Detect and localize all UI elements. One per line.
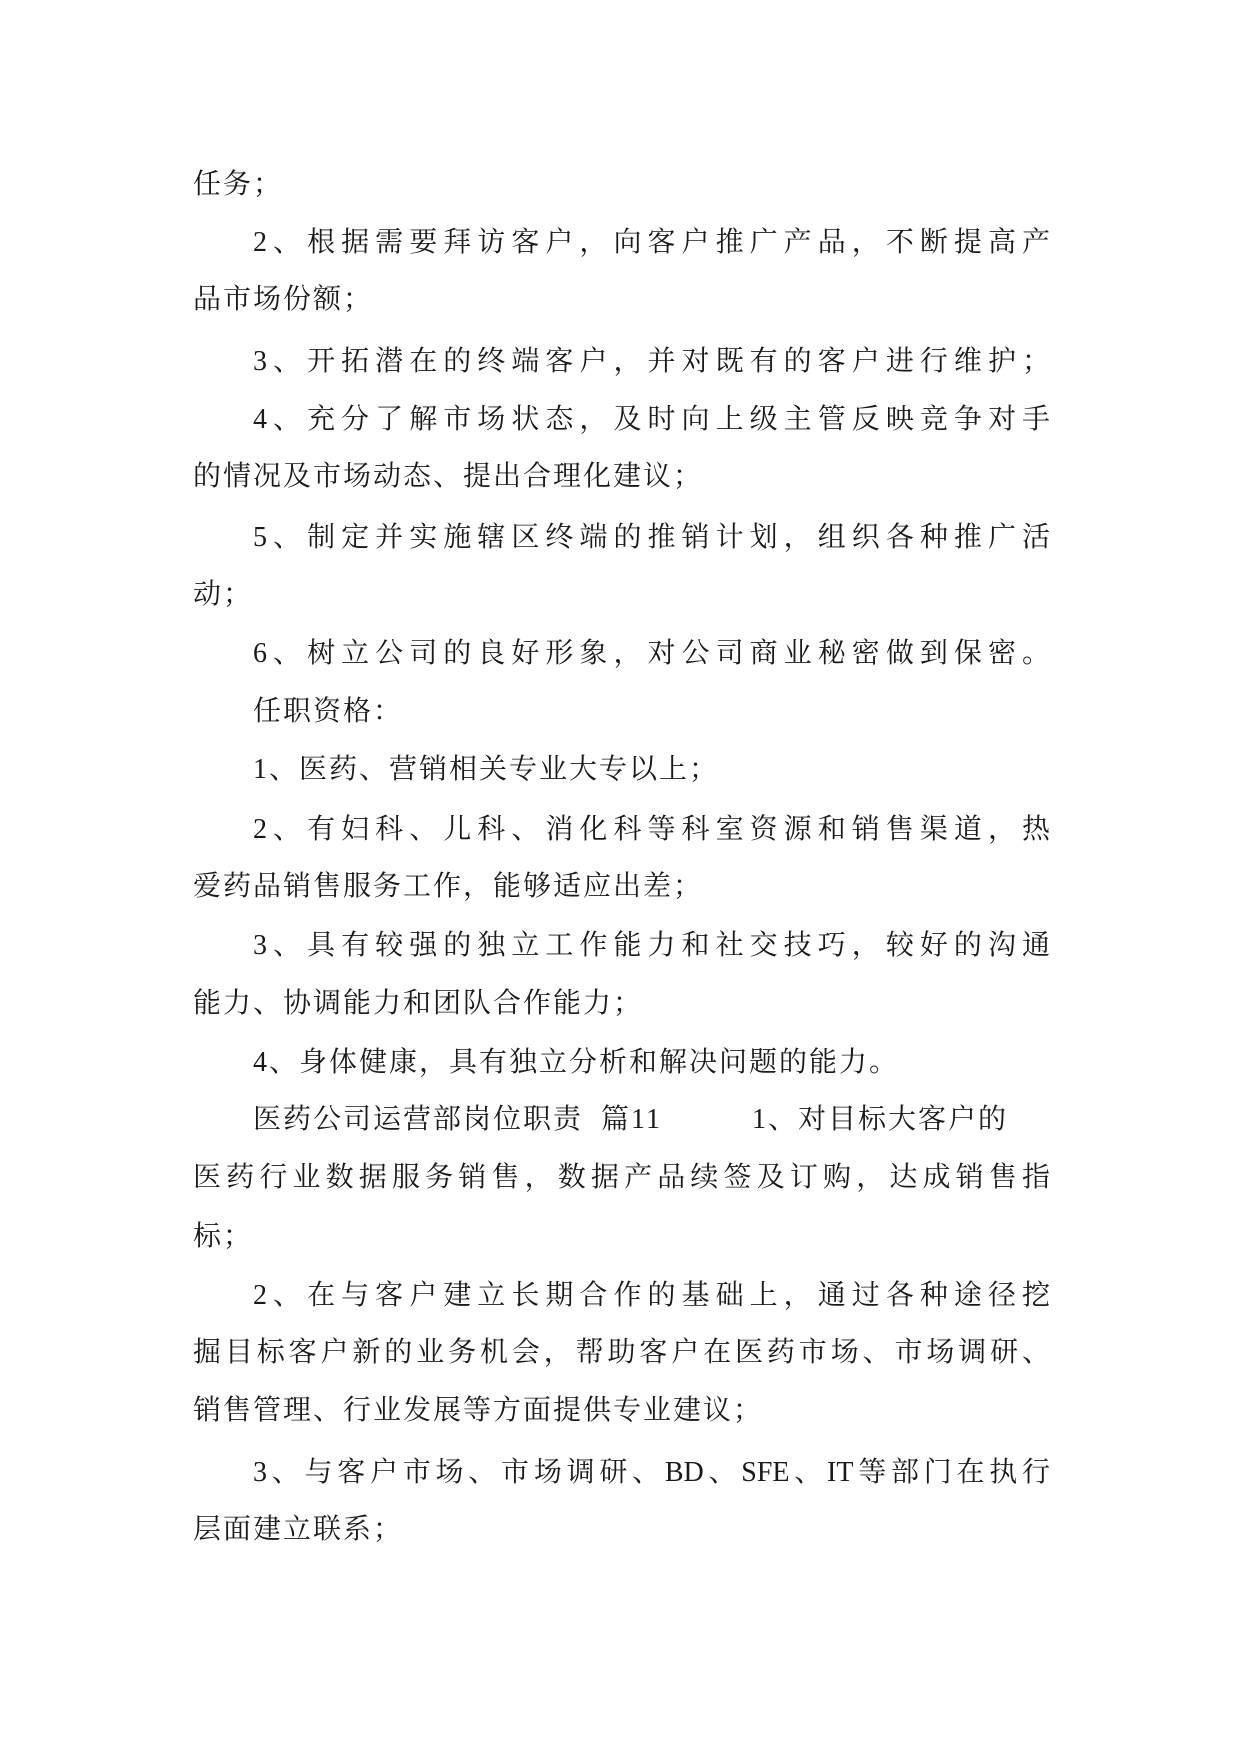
text-line: 爱药品销售服务工作，能够适应出差； (193, 871, 704, 902)
section-title: 医药公司运营部岗位职责 篇11 (253, 1104, 662, 1135)
text-line: 4、充分了解市场状态，及时向上级主管反映竞争对手 (253, 404, 1050, 435)
text-line: 层面建立联系； (193, 1514, 404, 1545)
text-line: 1、医药、营销相关专业大专以上； (253, 754, 720, 785)
text-line: 医药行业数据服务销售，数据产品续签及订购，达成销售指 (193, 1162, 1050, 1193)
text-line: 标； (193, 1221, 254, 1252)
text-line: 3、与客户市场、市场调研、BD、SFE、IT等部门在执行 (253, 1457, 1050, 1488)
text-line: 的情况及市场动态、提出合理化建议； (193, 461, 704, 492)
text-line: 2、有妇科、儿科、消化科等科室资源和销售渠道，热 (253, 814, 1050, 845)
text-line: 掘目标客户新的业务机会，帮助客户在医药市场、市场调研、 (193, 1337, 1050, 1368)
text-line: 销售管理、行业发展等方面提供专业建议； (193, 1395, 764, 1426)
text-line: 3、开拓潜在的终端客户，并对既有的客户进行维护； (253, 346, 1050, 377)
text-line: 任务； (193, 169, 284, 200)
text-line: 1、对目标大客户的 (752, 1104, 1009, 1135)
text-line: 动； (193, 579, 254, 610)
text-line: 2、在与客户建立长期合作的基础上，通过各种途径挖 (253, 1280, 1050, 1311)
text-line: 3、具有较强的独立工作能力和社交技巧，较好的沟通 (253, 930, 1050, 961)
section-heading: 任职资格： (253, 696, 404, 727)
text-line: 品市场份额； (193, 284, 374, 315)
text-line: 能力、协调能力和团队合作能力； (193, 988, 644, 1019)
text-line: 6、树立公司的良好形象，对公司商业秘密做到保密。 (253, 638, 1050, 669)
text-line: 2、根据需要拜访客户，向客户推广产品，不断提高产 (253, 227, 1050, 258)
text-line: 4、身体健康，具有独立分析和解决问题的能力。 (253, 1047, 900, 1078)
text-line: 5、制定并实施辖区终端的推销计划，组织各种推广活 (253, 522, 1050, 553)
